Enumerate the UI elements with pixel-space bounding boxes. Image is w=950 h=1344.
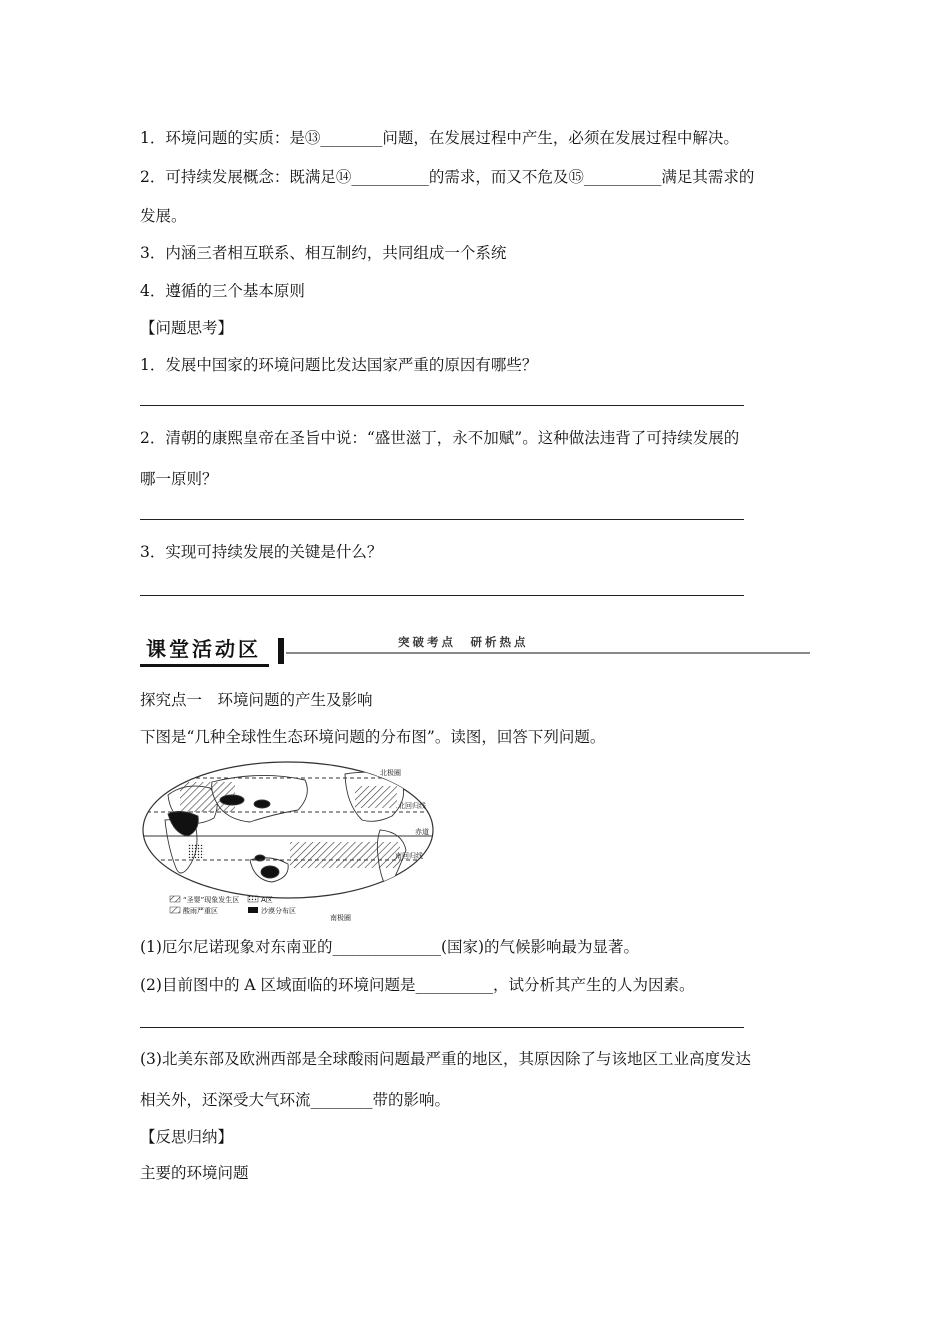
el-nino-pacific	[290, 842, 400, 868]
banner-title: 课堂活动区	[140, 634, 269, 667]
global-environment-map	[140, 760, 436, 924]
question-1: (1)厄尔尼诺现象对东南亚的______________(国家)的气候影响最为显著。	[140, 938, 640, 956]
thinking-question-2: 2．清朝的康熙皇帝在圣旨中说：“盛世滋丁，永不加赋”。这种做法违背了可持续发展的	[140, 429, 740, 447]
concept-item-2-continued: 发展。	[140, 207, 187, 225]
answer-line-1[interactable]	[140, 405, 744, 406]
concept-item-3: 3．内涵三者相互联系、相互制约，共同组成一个系统	[140, 244, 507, 262]
desert-asia	[220, 795, 244, 805]
thinking-question-2-continued: 哪一原则？	[140, 470, 218, 488]
question-2: (2)目前图中的 A 区域面临的环境问题是__________，试分析其产生的人为因素。	[140, 976, 695, 994]
thinking-heading: 【问题思考】	[140, 319, 234, 337]
question-3-continued: 相关外，还深受大气环流________带的影响。	[140, 1091, 451, 1109]
legend-desert: 沙漠分布区	[261, 907, 296, 915]
thinking-question-1: 1．发展中国家的环境问题比发达国家严重的原因有哪些？	[140, 356, 538, 374]
explore-heading: 探究点一 环境问题的产生及影响	[140, 691, 373, 709]
thinking-question-3: 3．实现可持续发展的关键是什么？	[140, 543, 383, 561]
concept-item-2: 2．可持续发展概念：既满足⑭__________的需求，而又不危及⑮__________满足其需求的	[140, 168, 755, 186]
concept-item-4: 4．遵循的三个基本原则	[140, 282, 305, 300]
label-antarctic: 南极圈	[330, 914, 351, 922]
label-arctic: 北极圈	[380, 769, 401, 777]
answer-line-4[interactable]	[140, 1027, 744, 1028]
banner-divider	[278, 638, 284, 664]
question-3: (3)北美东部及欧洲西部是全球酸雨问题最严重的地区，其原因除了与该地区工业高度发达	[140, 1050, 751, 1068]
label-equator: 赤道	[415, 828, 429, 836]
label-tropic-south: 南回归线	[395, 852, 423, 860]
section-banner	[140, 632, 810, 666]
banner-rule	[286, 652, 810, 654]
reflect-text: 主要的环境问题	[140, 1164, 249, 1182]
reflect-heading: 【反思归纳】	[140, 1128, 234, 1146]
area-a	[188, 844, 204, 858]
legend-area-a: A区	[261, 896, 273, 904]
desert-australia	[261, 866, 279, 878]
label-tropic-north: 北回归线	[398, 802, 426, 810]
concept-item-1: 1．环境问题的实质：是⑬________问题，在发展过程中产生，必须在发展过程中解决。	[140, 129, 739, 147]
answer-line-2[interactable]	[140, 519, 744, 520]
legend-acid-rain: 酸雨严重区	[183, 907, 218, 915]
explore-intro: 下图是“几种全球性生态环境问题的分布图”。读图，回答下列问题。	[140, 728, 606, 746]
acid-rain-america	[355, 786, 397, 808]
answer-line-3[interactable]	[140, 595, 744, 596]
desert-gobi	[254, 800, 270, 808]
legend-el-nino: “圣婴”现象发生区	[183, 896, 240, 904]
banner-subtitle: 突破考点 研析热点	[398, 635, 529, 649]
